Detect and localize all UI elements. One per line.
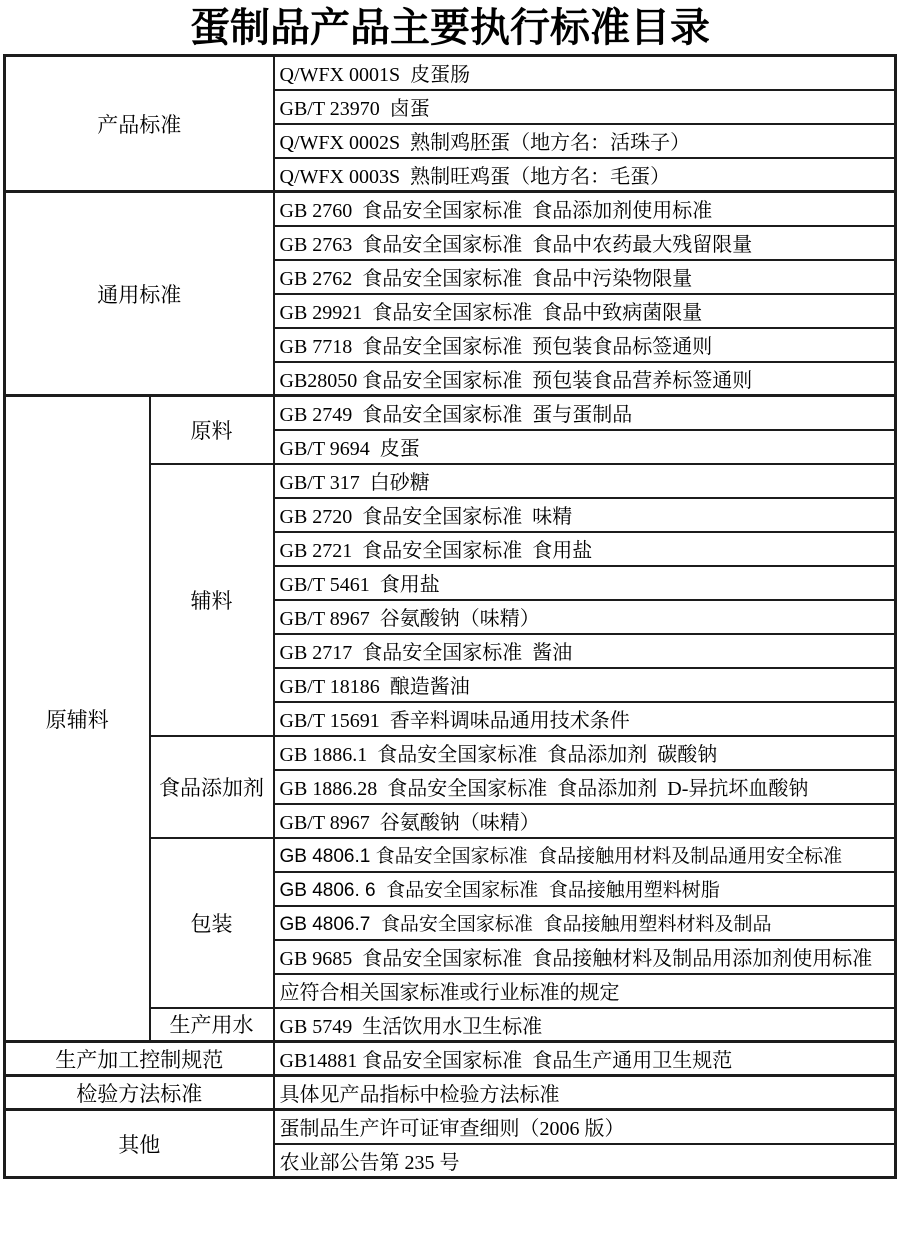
table-row	[5, 1110, 896, 1144]
standard-cell: 具体见产品指标中检验方法标准	[274, 1076, 896, 1110]
category-cell: 检验方法标准	[5, 1076, 274, 1110]
standard-cell: GB14881 食品安全国家标准 食品生产通用卫生规范	[274, 1042, 896, 1076]
standard-cell: GB 2763 食品安全国家标准 食品中农药最大残留限量	[274, 226, 896, 260]
subcategory-cell: 包装	[150, 838, 274, 1008]
standard-cell: GB/T 8967 谷氨酸钠（味精）	[274, 600, 896, 634]
standard-cell: GB 4806.7 食品安全国家标准 食品接触用塑料材料及制品	[274, 906, 896, 940]
standard-cell: 农业部公告第 235 号	[274, 1144, 896, 1178]
standard-cell: GB 2721 食品安全国家标准 食用盐	[274, 532, 896, 566]
category-cell: 产品标准	[5, 56, 274, 192]
category-cell: 生产加工控制规范	[5, 1042, 274, 1076]
standard-cell: 应符合相关国家标准或行业标准的规定	[274, 974, 896, 1008]
standard-cell: GB 2717 食品安全国家标准 酱油	[274, 634, 896, 668]
standard-cell: GB/T 23970 卤蛋	[274, 90, 896, 124]
standard-cell: GB/T 18186 酿造酱油	[274, 668, 896, 702]
standard-cell: GB 4806. 6 食品安全国家标准 食品接触用塑料树脂	[274, 872, 896, 906]
subcategory-cell: 生产用水	[150, 1008, 274, 1042]
table-row	[5, 1042, 896, 1076]
subcategory-cell: 原料	[150, 396, 274, 464]
standard-cell: GB 7718 食品安全国家标准 预包装食品标签通则	[274, 328, 896, 362]
standard-cell: GB 1886.28 食品安全国家标准 食品添加剂 D-异抗坏血酸钠	[274, 770, 896, 804]
subcategory-cell: 辅料	[150, 464, 274, 736]
standard-cell: Q/WFX 0003S 熟制旺鸡蛋（地方名：毛蛋）	[274, 158, 896, 192]
standard-cell: GB 2749 食品安全国家标准 蛋与蛋制品	[274, 396, 896, 430]
standard-cell: GB/T 5461 食用盐	[274, 566, 896, 600]
standard-cell: GB/T 15691 香辛料调味品通用技术条件	[274, 702, 896, 736]
standard-cell: GB 2762 食品安全国家标准 食品中污染物限量	[274, 260, 896, 294]
table-row	[5, 56, 896, 90]
standard-cell: GB 29921 食品安全国家标准 食品中致病菌限量	[274, 294, 896, 328]
standard-cell: 蛋制品生产许可证审查细则（2006 版）	[274, 1110, 896, 1144]
page-title: 蛋制品产品主要执行标准目录	[190, 5, 710, 50]
standard-cell: GB 5749 生活饮用水卫生标准	[274, 1008, 896, 1042]
standard-cell: Q/WFX 0001S 皮蛋肠	[274, 56, 896, 90]
standard-cell: GB/T 8967 谷氨酸钠（味精）	[274, 804, 896, 838]
standard-cell: Q/WFX 0002S 熟制鸡胚蛋（地方名：活珠子）	[274, 124, 896, 158]
standards-table	[3, 54, 897, 1179]
table-row	[5, 1076, 896, 1110]
standard-cell: GB28050 食品安全国家标准 预包装食品营养标签通则	[274, 362, 896, 396]
subcategory-cell: 食品添加剂	[150, 736, 274, 838]
standard-cell: GB 2720 食品安全国家标准 味精	[274, 498, 896, 532]
standard-cell: GB/T 317 白砂糖	[274, 464, 896, 498]
category-cell: 通用标准	[5, 192, 274, 396]
standard-cell: GB 4806.1 食品安全国家标准 食品接触用材料及制品通用安全标准	[274, 838, 896, 872]
table-row	[5, 396, 896, 430]
standard-cell: GB 9685 食品安全国家标准 食品接触材料及制品用添加剂使用标准	[274, 940, 896, 974]
standard-cell: GB 2760 食品安全国家标准 食品添加剂使用标准	[274, 192, 896, 226]
category-cell: 其他	[5, 1110, 274, 1178]
standard-cell: GB/T 9694 皮蛋	[274, 430, 896, 464]
standard-cell: GB 1886.1 食品安全国家标准 食品添加剂 碳酸钠	[274, 736, 896, 770]
table-row	[5, 192, 896, 226]
category-cell: 原辅料	[5, 396, 150, 1042]
